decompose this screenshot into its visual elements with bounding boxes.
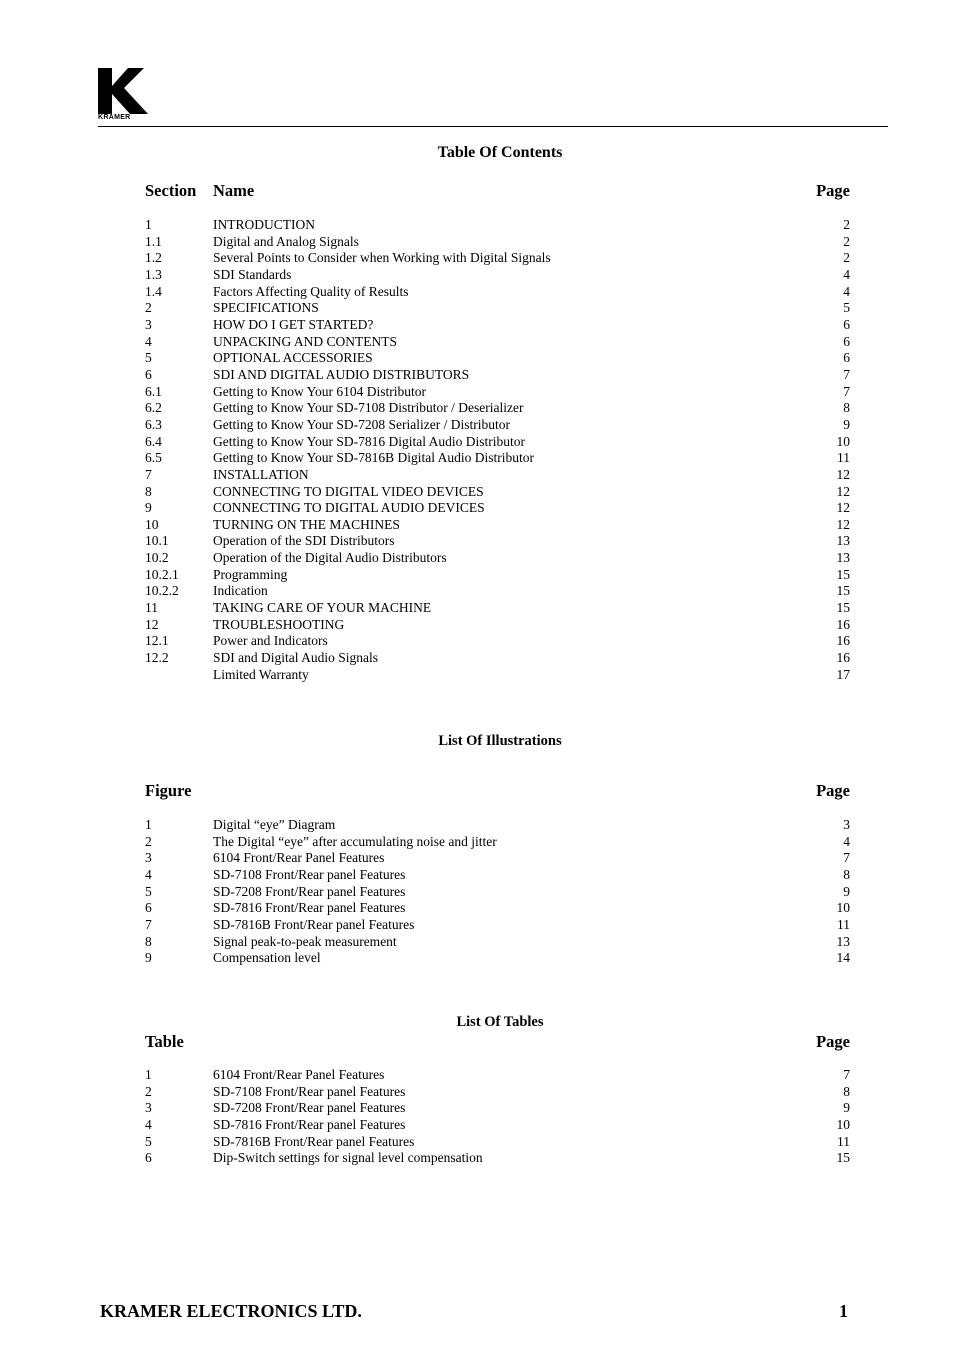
entry-page: 13 [836, 550, 850, 566]
entry-name: SDI AND DIGITAL AUDIO DISTRIBUTORS [213, 366, 470, 382]
entry-page: 4 [843, 266, 850, 282]
illustration-row [145, 867, 850, 884]
entry-name: Several Points to Consider when Working with Digital Signals [213, 250, 551, 266]
table-row [145, 1150, 850, 1167]
kramer-k-logo-icon [98, 68, 150, 114]
entry-name: Power and Indicators [213, 633, 328, 649]
toc-row [145, 467, 850, 484]
entry-name: Digital “eye” Diagram [213, 817, 336, 832]
entry-page: 13 [836, 933, 850, 949]
entry-page: 2 [843, 250, 850, 266]
illustration-row [145, 950, 850, 967]
table-row [145, 1067, 850, 1084]
entry-name: CONNECTING TO DIGITAL VIDEO DEVICES [213, 483, 484, 499]
entry-number: 7 [145, 466, 152, 482]
entry-name: Compensation level [213, 950, 321, 966]
illustration-row [145, 884, 850, 901]
entry-page: 15 [836, 566, 850, 582]
entry-number: 9 [145, 950, 152, 966]
toc-row [145, 633, 850, 650]
toc-row [145, 284, 850, 301]
entry-page: 8 [843, 1083, 850, 1099]
entry-page: 5 [843, 300, 850, 316]
toc-row [145, 617, 850, 634]
toc-row [145, 317, 850, 334]
entry-page: 14 [836, 950, 850, 966]
entry-number: 11 [145, 600, 158, 616]
toc-row [145, 583, 850, 600]
entry-number: 3 [145, 850, 152, 866]
entry-page: 9 [843, 416, 850, 432]
entry-name: SD-7108 Front/Rear panel Features [213, 866, 406, 882]
entry-number: 10.1 [145, 533, 169, 549]
entry-number: 9 [145, 500, 152, 516]
entry-page: 11 [837, 916, 850, 932]
tables-column-headers [145, 1032, 850, 1052]
toc-column-headers [145, 181, 850, 201]
toc-header-section: Section [145, 181, 197, 200]
entry-page: 12 [836, 500, 850, 516]
tables-header-page: Page [816, 1032, 850, 1051]
header-divider [98, 126, 888, 127]
entry-number: 10 [145, 516, 159, 532]
toc-row [145, 400, 850, 417]
entry-name: Programming [213, 566, 288, 582]
entry-number: 8 [145, 483, 152, 499]
illustration-row [145, 900, 850, 917]
toc-row [145, 667, 850, 684]
entry-number: 12.1 [145, 633, 169, 649]
entry-name: Indication [213, 583, 268, 599]
toc-row [145, 300, 850, 317]
entry-number: 3 [145, 1100, 152, 1116]
entry-name: TAKING CARE OF YOUR MACHINE [213, 600, 432, 616]
entry-number: 10.2 [145, 550, 169, 566]
illustrations-header-page: Page [816, 781, 850, 800]
illustration-row [145, 834, 850, 851]
toc-row [145, 517, 850, 534]
entry-page: 8 [843, 400, 850, 416]
footer-company: KRAMER ELECTRONICS LTD. [100, 1301, 362, 1321]
entry-name: Getting to Know Your 6104 Distributor [213, 383, 427, 399]
toc-row [145, 334, 850, 351]
entry-name: 6104 Front/Rear Panel Features [213, 1067, 385, 1082]
table-row [145, 1100, 850, 1117]
toc-row [145, 500, 850, 517]
toc-row [145, 450, 850, 467]
footer-page-number: 1 [839, 1301, 848, 1321]
toc-row [145, 434, 850, 451]
toc-list [145, 217, 850, 683]
entry-name: SDI and Digital Audio Signals [213, 650, 378, 666]
illustrations-column-headers [145, 781, 850, 801]
logo-wordmark: KRAMER [98, 114, 131, 121]
entry-name: SD-7816 Front/Rear panel Features [213, 1116, 406, 1132]
entry-number: 6 [145, 900, 152, 916]
entry-name: SDI Standards [213, 266, 292, 282]
entry-page: 7 [843, 1067, 850, 1082]
entry-name: SD-7816 Front/Rear panel Features [213, 900, 406, 916]
entry-number: 2 [145, 1083, 152, 1099]
entry-page: 11 [837, 450, 850, 466]
entry-name: 6104 Front/Rear Panel Features [213, 850, 385, 866]
entry-number: 4 [145, 333, 152, 349]
entry-number: 12 [145, 616, 159, 632]
entry-name: SD-7208 Front/Rear panel Features [213, 883, 406, 899]
kramer-logo [98, 68, 150, 124]
entry-name: INTRODUCTION [213, 217, 315, 232]
entry-page: 4 [843, 833, 850, 849]
entry-name: Signal peak-to-peak measurement [213, 933, 397, 949]
toc-row [145, 267, 850, 284]
entry-name: Operation of the Digital Audio Distributors [213, 550, 447, 566]
toc-row [145, 384, 850, 401]
entry-number: 6.5 [145, 450, 162, 466]
entry-page: 9 [843, 883, 850, 899]
entry-number: 6 [145, 1150, 152, 1166]
entry-number: 6.1 [145, 383, 162, 399]
entry-page: 16 [836, 650, 850, 666]
entry-page: 6 [843, 350, 850, 366]
entry-name: Getting to Know Your SD-7816B Digital Audio Distributor [213, 450, 535, 466]
tables-title: List Of Tables [456, 1014, 544, 1030]
entry-number: 10.2.1 [145, 566, 179, 582]
entry-name: CONNECTING TO DIGITAL AUDIO DEVICES [213, 500, 485, 516]
entry-page: 8 [843, 866, 850, 882]
illustration-row [145, 850, 850, 867]
toc-row [145, 217, 850, 234]
illustrations-header-figure: Figure [145, 781, 192, 800]
entry-name: SD-7816B Front/Rear panel Features [213, 916, 415, 932]
entry-page: 6 [843, 316, 850, 332]
entry-number: 1 [145, 1067, 152, 1082]
toc-row [145, 533, 850, 550]
entry-number: 4 [145, 1116, 152, 1132]
entry-page: 4 [843, 283, 850, 299]
toc-row [145, 367, 850, 384]
entry-name: UNPACKING AND CONTENTS [213, 333, 398, 349]
entry-page: 2 [843, 233, 850, 249]
entry-page: 16 [836, 616, 850, 632]
entry-name: Factors Affecting Quality of Results [213, 283, 409, 299]
entry-number: 6.2 [145, 400, 162, 416]
entry-number: 1.3 [145, 266, 162, 282]
toc-header-name: Name [213, 181, 255, 200]
entry-page: 3 [843, 817, 850, 832]
entry-name: OPTIONAL ACCESSORIES [213, 350, 373, 366]
entry-number: 1.1 [145, 233, 162, 249]
entry-number: 5 [145, 350, 152, 366]
entry-name: Dip-Switch settings for signal level compensation [213, 1150, 483, 1166]
entry-page: 15 [836, 600, 850, 616]
entry-number: 3 [145, 316, 152, 332]
table-row [145, 1117, 850, 1134]
entry-name: TROUBLESHOOTING [213, 616, 345, 632]
toc-row [145, 234, 850, 251]
entry-number: 5 [145, 883, 152, 899]
table-row [145, 1084, 850, 1101]
illustration-row [145, 934, 850, 951]
entry-page: 6 [843, 333, 850, 349]
entry-page: 10 [836, 1116, 850, 1132]
entry-page: 7 [843, 366, 850, 382]
entry-page: 12 [836, 483, 850, 499]
table-row [145, 1134, 850, 1151]
illustrations-title: List Of Illustrations [438, 733, 562, 749]
entry-page: 10 [836, 433, 850, 449]
entry-number: 1 [145, 817, 152, 832]
illustration-row [145, 817, 850, 834]
illustrations-list [145, 817, 850, 967]
toc-row [145, 350, 850, 367]
entry-page: 13 [836, 533, 850, 549]
toc-row [145, 650, 850, 667]
entry-name: The Digital “eye” after accumulating noise and jitter [213, 833, 497, 849]
entry-page: 11 [837, 1133, 850, 1149]
toc-row [145, 567, 850, 584]
entry-number: 1.2 [145, 250, 162, 266]
entry-number: 4 [145, 866, 152, 882]
entry-page: 2 [843, 217, 850, 232]
entry-name: TURNING ON THE MACHINES [213, 516, 400, 532]
entry-page: 15 [836, 1150, 850, 1166]
tables-header-table: Table [145, 1032, 184, 1051]
entry-name: SD-7816B Front/Rear panel Features [213, 1133, 415, 1149]
entry-page: 10 [836, 900, 850, 916]
entry-number: 1.4 [145, 283, 162, 299]
entry-number: 2 [145, 833, 152, 849]
entry-page: 12 [836, 466, 850, 482]
entry-name: SPECIFICATIONS [213, 300, 319, 316]
toc-row [145, 417, 850, 434]
entry-page: 12 [836, 516, 850, 532]
entry-number: 6 [145, 366, 152, 382]
illustration-row [145, 917, 850, 934]
entry-name: Getting to Know Your SD-7108 Distributor / Deserializer [213, 400, 524, 416]
toc-row [145, 600, 850, 617]
toc-row [145, 550, 850, 567]
entry-number: 8 [145, 933, 152, 949]
entry-name: INSTALLATION [213, 466, 309, 482]
entry-page: 7 [843, 850, 850, 866]
tables-list [145, 1067, 850, 1167]
entry-page: 16 [836, 633, 850, 649]
entry-number: 1 [145, 217, 152, 232]
entry-name: Operation of the SDI Distributors [213, 533, 395, 549]
entry-name: SD-7208 Front/Rear panel Features [213, 1100, 406, 1116]
entry-number: 12.2 [145, 650, 169, 666]
entry-number: 7 [145, 916, 152, 932]
entry-number: 5 [145, 1133, 152, 1149]
entry-number: 6.3 [145, 416, 162, 432]
toc-title: Table Of Contents [437, 144, 563, 161]
entry-page: 7 [843, 383, 850, 399]
entry-name: Limited Warranty [213, 666, 309, 682]
toc-row [145, 250, 850, 267]
entry-page: 15 [836, 583, 850, 599]
entry-name: HOW DO I GET STARTED? [213, 316, 374, 332]
entry-page: 9 [843, 1100, 850, 1116]
entry-number: 10.2.2 [145, 583, 179, 599]
entry-name: SD-7108 Front/Rear panel Features [213, 1083, 406, 1099]
entry-name: Getting to Know Your SD-7208 Serializer / Distributor [213, 416, 510, 432]
entry-name: Getting to Know Your SD-7816 Digital Audio Distributor [213, 433, 526, 449]
toc-row [145, 484, 850, 501]
entry-number: 2 [145, 300, 152, 316]
toc-header-page: Page [816, 181, 850, 200]
entry-page: 17 [836, 666, 850, 682]
entry-name: Digital and Analog Signals [213, 233, 359, 249]
entry-number: 6.4 [145, 433, 162, 449]
